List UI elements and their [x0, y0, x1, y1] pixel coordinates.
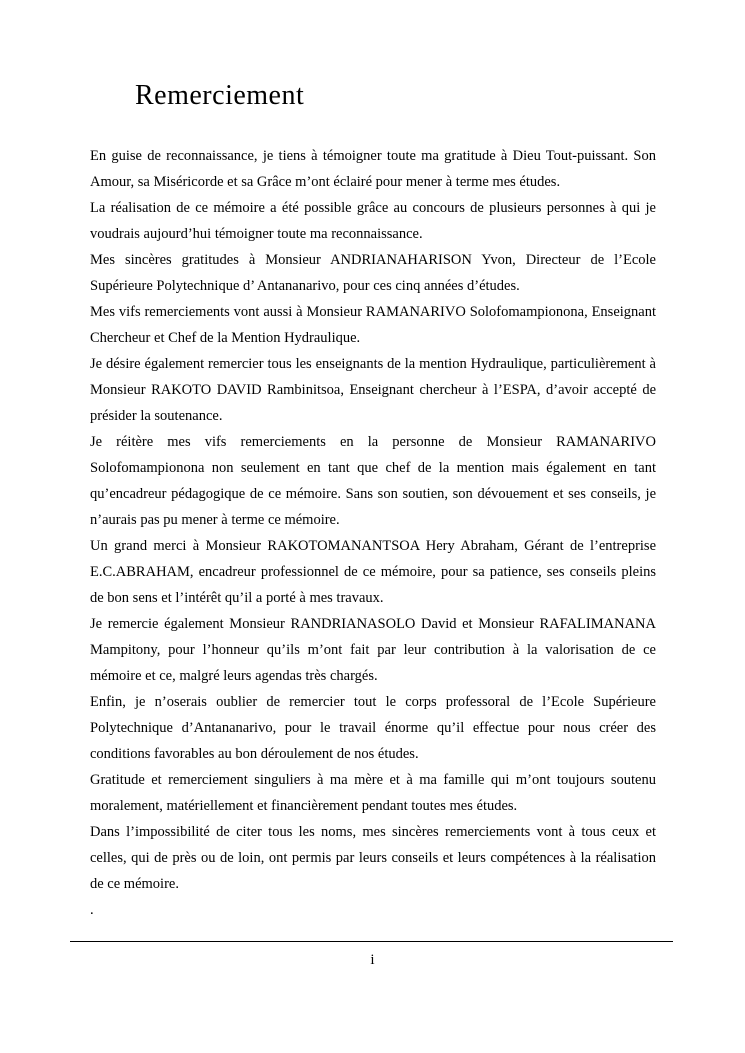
paragraph: Je désire également remercier tous les enseignants de la mention Hydraulique, particulièrement à Monsieur RAKOTO DAVID Rambinitsoa, Enseignant chercheur à l’ESPA, d’avoir accepté de présider la soutenance.: [90, 356, 656, 424]
paragraph: Je remercie également Monsieur RANDRIANASOLO David et Monsieur RAFALIMANANA Mampitony, pour l’honneur qu’ils m’ont fait par leur contribution à la valorisation de ce mémoire et ce, malgré leurs agendas très chargés.: [90, 616, 656, 684]
paragraph: La réalisation de ce mémoire a été possible grâce au concours de plusieurs personnes à qui je voudrais aujourd’hui témoigner toute ma reconnaissance.: [90, 200, 656, 242]
paragraph: Dans l’impossibilité de citer tous les noms, mes sincères remerciements vont à tous ceux et celles, qui de près ou de loin, ont permis par leurs conseils et leurs compétences à la réalisation de ce mémoire.: [90, 824, 656, 892]
paragraph: Un grand merci à Monsieur RAKOTOMANANTSOA Hery Abraham, Gérant de l’entreprise E.C.ABRAHAM, encadreur professionnel de ce mémoire, pour sa patience, ses conseils pleins de bon sens et l’intérêt qu’il a porté à mes travaux.: [90, 538, 656, 606]
body-text: [90, 143, 656, 923]
paragraph: Enfin, je n’oserais oublier de remercier tout le corps professoral de l’Ecole Supérieure Polytechnique d’Antananarivo, pour le travail énorme qu’il effectue pour nous créer des conditions favorables au bon déroulement de nos études.: [90, 694, 656, 762]
paragraph: Mes vifs remerciements vont aussi à Monsieur RAMANARIVO Solofomampionona, Enseignant Chercheur et Chef de la Mention Hydraulique.: [90, 304, 656, 346]
page-number: i: [370, 952, 375, 968]
paragraph: Gratitude et remerciement singuliers à ma mère et à ma famille qui m’ont toujours soutenu moralement, matériellement et financièrement pendant toutes mes études.: [90, 772, 656, 814]
paragraph: .: [90, 902, 94, 918]
paragraph: En guise de reconnaissance, je tiens à témoigner toute ma gratitude à Dieu Tout-puissant. Son Amour, sa Miséricorde et sa Grâce m’ont éclairé pour mener à terme mes études.: [90, 148, 656, 190]
page-title: Remerciement: [135, 80, 305, 111]
footer-divider: [70, 941, 673, 942]
paragraph: Mes sincères gratitudes à Monsieur ANDRIANAHARISON Yvon, Directeur de l’Ecole Supérieure Polytechnique d’ Antananarivo, pour ces cinq années d’études.: [90, 252, 656, 294]
paragraph: Je réitère mes vifs remerciements en la personne de Monsieur RAMANARIVO Solofomampionona non seulement en tant que chef de la mention mais également en tant qu’encadreur pédagogique de ce mémoire. Sans son soutien, son dévouement et ses conseils, je n’aurais pas pu mener à terme ce mémoire.: [90, 434, 656, 528]
